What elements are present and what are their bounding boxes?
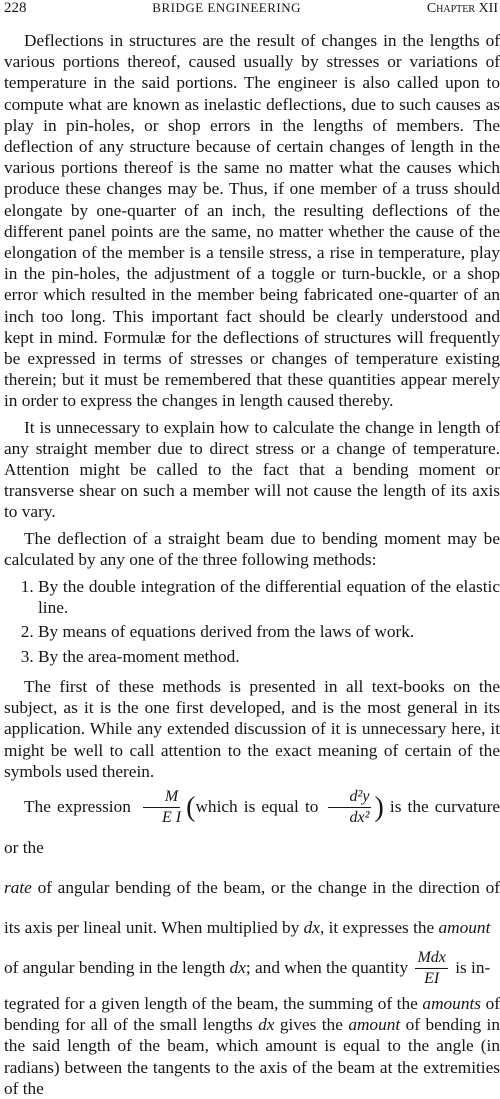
page-number: 228 <box>4 0 27 16</box>
paragraph-expression: The expression $\frac{M}{\text{E I}}$ (which is equal to $\frac{\text{d²y}}{\text{dx²}}$ ) is the curvature or the rate of angular bending of the beam, or the change in the direction of its axis per lineal unit. When multiplied by dx, it expresses the amount of angular bending in the length dx; and when the quantity $\frac{\text{Mdx}}{EI}$ is in- <box>4 788 500 988</box>
paragraph-change-length: It is unnecessary to explain how to calculate the change in length of any straight member due to direct stress or a change of temperature. Attention might be called to the fact that a bending moment or transverse shear on such a member will not cause the length of its axis to vary. <box>4 417 500 522</box>
running-title: BRIDGE ENGINEERING <box>152 0 302 15</box>
fraction-mdx-over-ei: $\frac{\text{Mdx}}{EI}$ <box>417 949 446 988</box>
page-body <box>4 30 500 1099</box>
expression-tail: is the curvature or the <box>4 796 500 857</box>
page-header <box>4 0 498 18</box>
paragraph-deflections: Deflections in structures are the result of changes in the lengths of various portions thereof, caused usually by stresses or variations of temperature in the said portions. The engineer is also called upon to compute what are known as inelastic deflections, due to such causes as play in pin-holes, or shop errors in the lengths of members. The deflection of any structure because of certain changes of length in the various portions thereof is the same no matter what the causes which produce these changes may be. Thus, if one member of a truss should elongate by one-quarter of an inch, the resulting deflections of the different panel points are the same, no matter whether the cause of the elongation of the member is a tensile stress, a rise in temperature, play in the pin-holes, the adjustment of a toggle or turn-buckle, or a shop error which resulted in the member being fabricated one-quarter of an inch too long. This important fact should be clearly understood and kept in mind. Formulæ for the deflections of structures will frequently be expressed in terms of stresses or changes of temperature existing therein; but it must be remembered that these quantities appear merely in order to express the changes in length caused thereby. <box>4 31 500 411</box>
list-item: 1. By the double integration of the differential equation of the elastic line. <box>38 576 500 618</box>
list-item: 3. By the area-moment method. <box>38 646 500 667</box>
open-paren: ( <box>186 791 196 823</box>
paragraph-integrated: tegrated for a given length of the beam, the summing of the amounts of bending for all of the small lengths dx gives the amount of bending in the said length of the beam, which amount is equal to the angle (in radians) between the tangents to the axis of the beam at the extremities of the <box>4 993 500 1098</box>
paragraph-first-method: The first of these methods is presented in all text-books on the subject, as it is the one first developed, and is the most general in its application. While any extended discussion of it is unnecessary here, it might be well to call attention to the exact meaning of certain of the symbols used therein. <box>4 676 500 781</box>
methods-list <box>4 576 500 667</box>
list-item: 2. By means of equations derived from the laws of work. <box>38 621 500 642</box>
paragraph-methods-intro: The deflection of a straight beam due to bending moment may be calculated by any one of the three following methods: <box>4 528 500 569</box>
fraction-m-over-ei: $\frac{M}{\text{E I}}$ <box>140 789 183 826</box>
expression-lead: The expression <box>24 796 131 816</box>
fraction-d2y-dx2: $\frac{\text{d²y}}{\text{dx²}}$ <box>328 789 372 826</box>
rate-italic: rate <box>4 877 32 897</box>
chapter-label: Chapter XII <box>426 1 498 16</box>
expression-which: which is equal to <box>195 796 319 816</box>
close-paren: ) <box>374 791 384 823</box>
